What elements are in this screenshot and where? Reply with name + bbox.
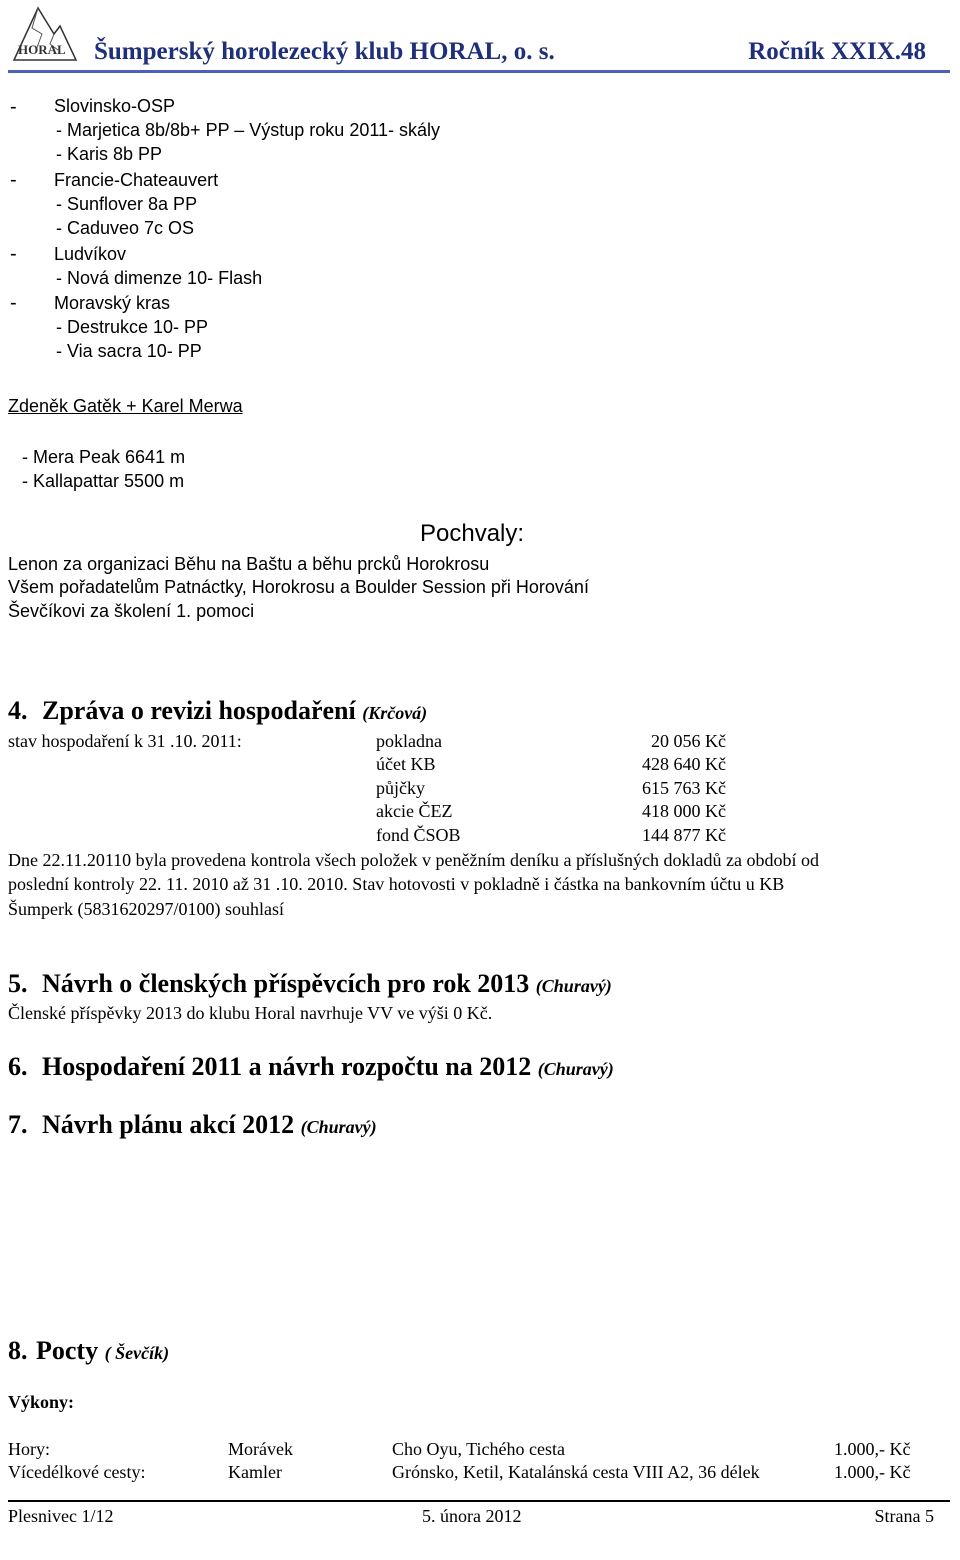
praise-line: Všem pořadatelům Patnáctky, Horokrosu a Boulder Session při Horování: [8, 577, 589, 597]
climb-route: - Nová dimenze 10- Flash: [56, 268, 263, 288]
expedition-names: Zdeněk Gatěk + Karel Merwa: [8, 396, 243, 416]
section-author: (Krčová): [362, 703, 428, 723]
climb-area: Slovinsko-OSP: [54, 96, 176, 116]
section-7-heading: [8, 1110, 377, 1140]
finance-item-value: 20 056 Kč: [651, 731, 726, 751]
expedition-peak: - Kallapattar 5500 m: [22, 471, 185, 491]
section-8-heading: [8, 1336, 169, 1366]
praise-line: Lenon za organizaci Běhu na Baštu a běhu prcků Horokrosu: [8, 554, 490, 574]
climb-route: - Karis 8b PP: [56, 144, 163, 164]
footer-divider: [8, 1500, 950, 1502]
section-author: (Churavý): [300, 1117, 377, 1137]
finance-item-name: pokladna: [376, 731, 442, 751]
footer-issue: Plesnivec 1/12: [8, 1506, 114, 1526]
list-bullet: -: [10, 292, 17, 314]
horal-logo: [8, 4, 80, 66]
section-number: 6.: [8, 1052, 28, 1081]
finance-item-name: půjčky: [376, 778, 425, 798]
audit-paragraph-line: Šumperk (5831620297/0100) souhlasí: [8, 899, 284, 919]
section-4-heading: [8, 696, 427, 726]
award-category: Hory:: [8, 1439, 50, 1459]
svg-text:HORAL: HORAL: [18, 42, 66, 57]
section-author: ( Ševčík): [104, 1343, 170, 1363]
climb-area: Moravský kras: [54, 293, 171, 313]
award-achievement: Grónsko, Ketil, Katalánská cesta VIII A2, 36 délek: [392, 1462, 760, 1482]
section-author: (Churavý): [537, 1059, 614, 1079]
award-achievement: Cho Oyu, Tichého cesta: [392, 1439, 565, 1459]
award-category: Vícedélkové cesty:: [8, 1462, 146, 1482]
section-author: (Churavý): [535, 976, 612, 996]
climb-route: - Via sacra 10- PP: [56, 341, 202, 361]
section-5-heading: [8, 969, 612, 999]
climb-area: Ludvíkov: [54, 244, 127, 264]
finance-item-value: 615 763 Kč: [642, 778, 726, 798]
climb-route: - Sunflover 8a PP: [56, 194, 198, 214]
finance-item-value: 418 000 Kč: [642, 801, 726, 821]
praise-title: Pochvaly:: [420, 520, 525, 547]
finance-state-label: stav hospodaření k 31 .10. 2011:: [8, 731, 242, 751]
volume-number: Ročník XXIX.48: [748, 38, 926, 65]
award-amount: 1.000,- Kč: [834, 1439, 911, 1459]
climb-route: - Marjetica 8b/8b+ PP – Výstup roku 2011- skály: [56, 120, 441, 140]
audit-paragraph-line: Dne 22.11.20110 byla provedena kontrola všech položek v peněžním deníku a příslušných dokladů za období od: [8, 850, 819, 870]
award-person: Morávek: [228, 1439, 293, 1459]
header-divider: [8, 70, 950, 73]
climb-route: - Destrukce 10- PP: [56, 317, 209, 337]
footer-date: 5. února 2012: [422, 1506, 522, 1526]
climb-route: - Caduveo 7c OS: [56, 218, 195, 238]
praise-line: Ševčíkovi za školení 1. pomoci: [8, 601, 255, 621]
club-name: Šumperský horolezecký klub HORAL, o. s.: [94, 38, 555, 65]
footer-page-number: Strana 5: [874, 1506, 934, 1526]
achievements-subtitle: Výkony:: [8, 1392, 75, 1412]
award-person: Kamler: [228, 1462, 282, 1482]
expedition-peak: - Mera Peak 6641 m: [22, 447, 186, 467]
section-number: 4.: [8, 696, 28, 725]
finance-item-name: fond ČSOB: [376, 825, 461, 845]
finance-item-value: 144 877 Kč: [642, 825, 726, 845]
list-bullet: -: [10, 169, 17, 191]
award-amount: 1.000,- Kč: [834, 1462, 911, 1482]
section-title: Návrh o členských příspěvcích pro rok 2013: [42, 969, 530, 998]
list-bullet: -: [10, 243, 17, 265]
section-title: Hospodaření 2011 a návrh rozpočtu na 2012: [42, 1052, 532, 1081]
section-6-heading: [8, 1052, 614, 1082]
finance-item-name: účet KB: [376, 754, 436, 774]
audit-paragraph-line: poslední kontroly 22. 11. 2010 až 31 .10. 2010. Stav hotovosti v pokladně i částka na bankovním účtu u KB: [8, 874, 785, 894]
climb-area: Francie-Chateauvert: [54, 170, 219, 190]
section-number: 8.: [8, 1336, 28, 1365]
finance-item-name: akcie ČEZ: [376, 801, 453, 821]
fees-proposal-text: Členské příspěvky 2013 do klubu Horal navrhuje VV ve výši 0 Kč.: [8, 1003, 493, 1023]
section-number: 7.: [8, 1110, 28, 1139]
list-bullet: -: [10, 96, 17, 118]
section-title: Pocty: [36, 1336, 99, 1365]
finance-item-value: 428 640 Kč: [642, 754, 726, 774]
section-title: Zpráva o revizi hospodaření: [42, 696, 356, 725]
section-number: 5.: [8, 969, 28, 998]
section-title: Návrh plánu akcí 2012: [42, 1110, 295, 1139]
